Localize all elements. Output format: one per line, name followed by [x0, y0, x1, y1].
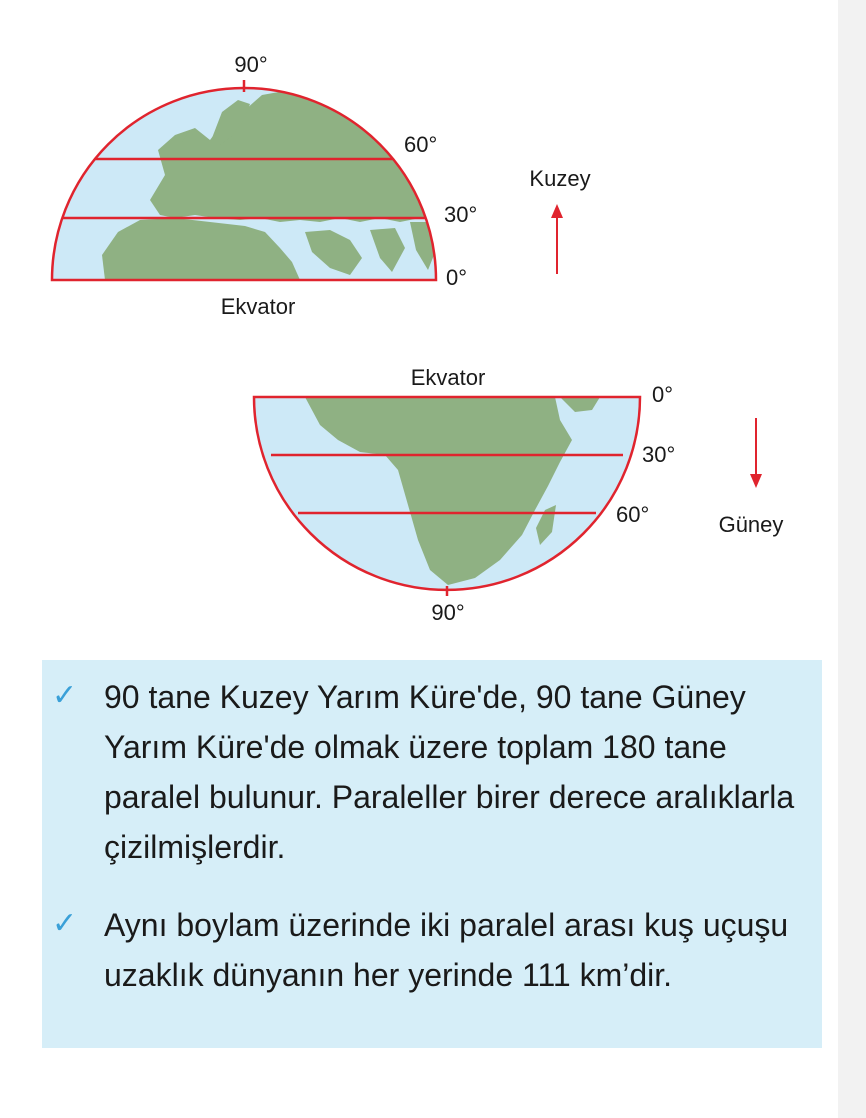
southern-hemisphere: [254, 397, 640, 596]
north-equator-label: Ekvator: [220, 294, 296, 319]
south-pole-label: 90°: [431, 600, 465, 625]
north-direction-label: Kuzey: [529, 166, 591, 191]
north-lat30-label: 30°: [444, 202, 478, 227]
info-bullet-text: Aynı boylam üzerinde iki paralel arası kuş uçuşu uzaklık dünyanın her yerinde 111 km’dir.: [104, 907, 789, 993]
north-lat60-label: 60°: [404, 132, 438, 157]
north-pole-label: 90°: [234, 52, 268, 77]
south-equator-label: Ekvator: [410, 365, 486, 390]
check-icon: ✓: [52, 678, 78, 713]
info-box: [42, 660, 822, 1048]
south-lat30-label: 30°: [642, 442, 676, 467]
info-bullet-text: 90 tane Kuzey Yarım Küre'de, 90 tane Güney Yarım Küre'de olmak üzere toplam 180 tane paralel bulunur. Paraleller birer derece aralıklarla çizilmişlerdir.: [104, 679, 795, 865]
south-lat0-label: 0°: [652, 382, 674, 407]
south-direction-label: Güney: [718, 512, 784, 537]
south-lat60-label: 60°: [616, 502, 650, 527]
south-arrow-icon: [750, 474, 762, 488]
north-lat0-label: 0°: [446, 265, 468, 290]
check-icon: ✓: [52, 906, 78, 941]
northern-hemisphere: [52, 80, 440, 280]
north-arrow-icon: [551, 204, 563, 218]
